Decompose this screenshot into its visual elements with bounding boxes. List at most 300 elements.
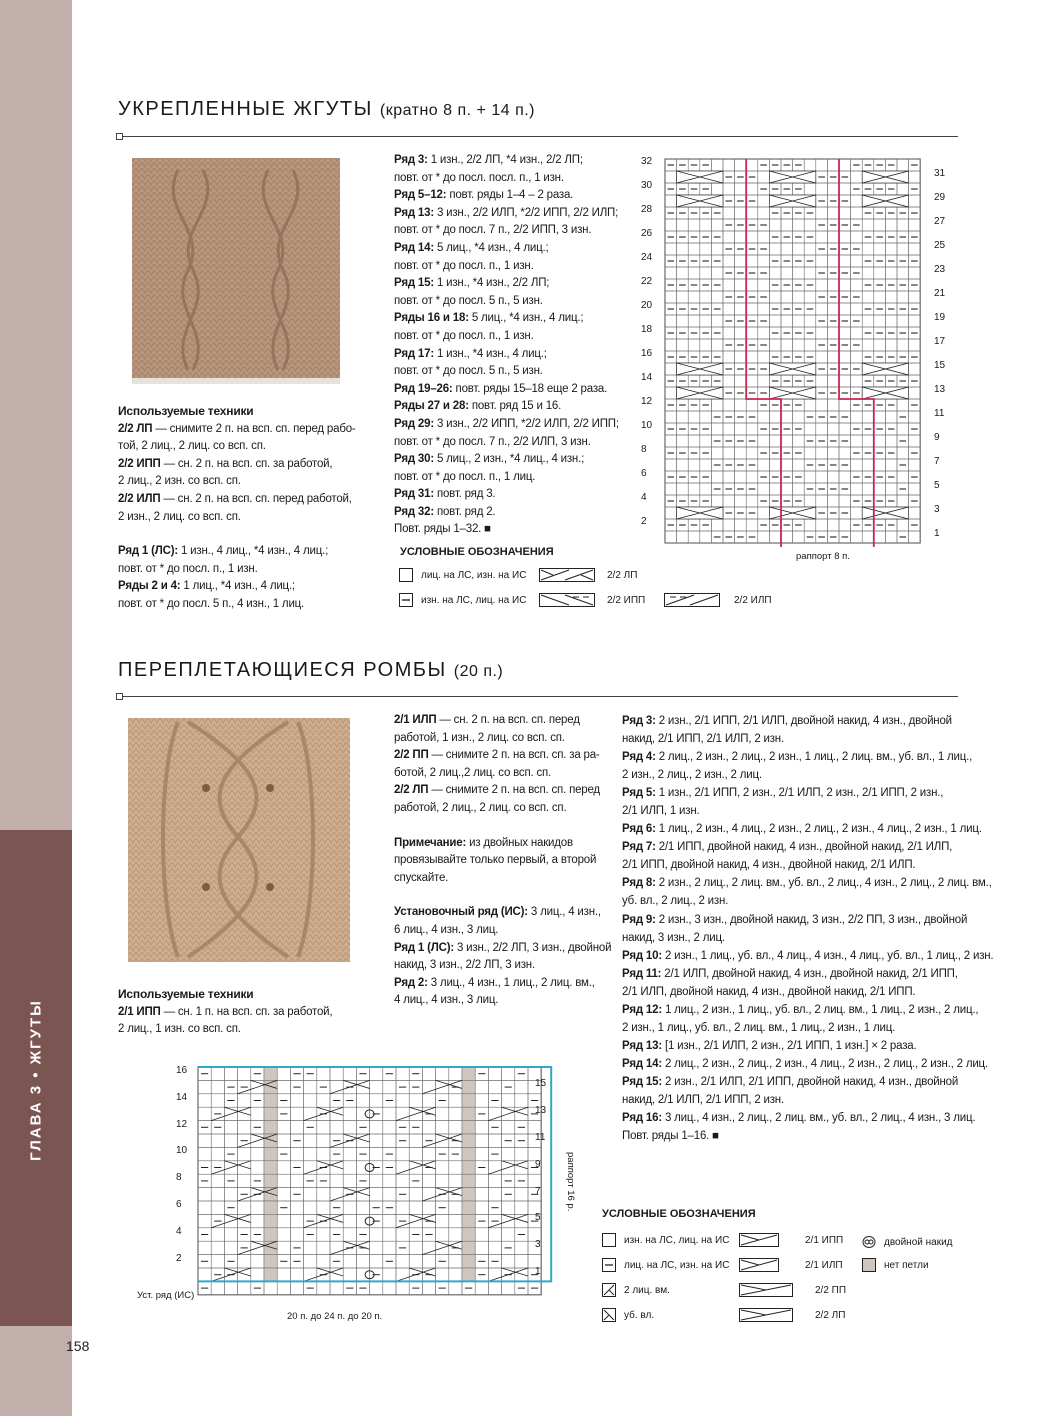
s1-technique-line [118,473,356,491]
chart1-row-number: 12 [641,396,653,407]
s2-note-desc: из двойных накидов [466,836,573,849]
s1-technique-line [118,421,356,439]
legend2-double-yo [862,1235,953,1249]
s1-row-desc: повт. ряд 2. [433,505,496,518]
s2-row-term: Ряд 13: [622,1039,662,1052]
s1-row-term: Ряд 13: [394,206,434,219]
chart2-cell [264,1174,277,1187]
s1-technique-line [118,491,356,509]
s1-technique-desc: 2 лиц., 2 изн. со всп. сп. [118,475,241,488]
chart2-repeat-label: раппорт 16 р. [565,1152,576,1212]
s2-technique-desc: работой, 1 изн., 2 лиц. со всп. сп. [394,731,565,744]
section1-title-text: УКРЕПЛЕННЫЕ ЖГУТЫ [118,98,373,120]
s2-row-desc: 3 лиц., 4 изн., 1 лиц., 2 лиц. вм., [427,976,595,989]
s2-row-term: Ряд 11: [622,967,662,980]
chart2-cell [462,1214,475,1227]
s1-row-desc: повт. от * до посл. 7 п., 2/2 ИЛП, 3 изн. [394,435,591,448]
legend2-21ilp [739,1258,843,1272]
s1-row-term: Ряд 32: [394,505,434,518]
chart1-row-number: 19 [934,312,946,323]
chart1-repeat-label: раппорт 8 п. [796,551,850,562]
s2-row-desc: 2/1 ИЛП, двойной накид, 4 изн., двойной накид, 2/1 ИПП. [622,985,916,998]
chart2-cell [264,1107,277,1120]
s2-technique-desc: — снимите 2 п. на всп. сп. за ра- [428,749,600,762]
s2-row-desc: 2 изн., 1 лиц., уб. вл., 4 лиц., 4 изн., 4 лиц., уб. вл., 1 лиц., 2 изн. [661,949,994,962]
s2-row-desc: 2 изн., 3 изн., двойной накид, 3 изн., 2/2 ПП, 3 изн., двойной [655,913,968,926]
chart2-cell [264,1268,277,1281]
legend2-no-stitch [862,1258,929,1272]
s2-row-term: Установочный ряд (ИС): [394,906,528,919]
s2-row-desc: накид, 3 изн., 2 лиц. [622,931,725,944]
s2-row-desc: 2 изн., 2 лиц., 2 изн., 2 лиц. [622,769,762,782]
s2-row-desc: 2 изн., 2 лиц., 2 лиц. вм., уб. вл., 2 лиц., 4 изн., 2 лиц., 2 лиц. вм., [655,877,992,890]
chapter-label: ГЛАВА 3 • ЖГУТЫ [27,999,45,1161]
legend2-ssk-label: уб. вл. [624,1309,655,1321]
s1-row-desc: 1 изн., 2/2 ЛП, *4 изн., 2/2 ЛП; [427,154,583,166]
s1-row-line [394,451,619,469]
legend1-22ipp-label: 2/2 ИПП [607,594,646,606]
s2-row-term: Ряд 9: [622,913,656,926]
s2-technique-term: 2/2 ПП [394,749,429,762]
s1-technique-desc: 2 изн., 2 лиц. со всп. сп. [118,510,241,523]
legend2-title: УСЛОВНЫЕ ОБОЗНАЧЕНИЯ [602,1208,756,1220]
s1-row-term: Ряд 31: [394,488,434,501]
knit-symbol-icon [399,568,413,582]
s1-row-desc: 5 лиц., *4 изн., 4 лиц.; [468,312,584,325]
s2-technique-desc: ботой, 2 лиц.,2 лиц. со всп. сп. [394,766,552,779]
s2-row-line [622,766,993,784]
page-number: 158 [66,1338,90,1354]
s2-row-line [622,1073,993,1091]
s2-row-term: Ряд 7: [622,841,656,854]
s2-row-desc: накид, 2/1 ИПП, 2/1 ИЛП, 2 изн. [622,733,784,746]
s2-row-desc: 1 лиц., 2 изн., 1 лиц., уб. вл., 2 лиц. вм., 1 лиц., 2 изн., 2 лиц., [661,1003,979,1016]
chart1-row-number: 27 [934,216,946,227]
chart1-row-number: 16 [641,348,653,359]
s1-row-desc: повт. от * до посл. п., 1 лиц. [394,470,536,483]
s2-row-desc: 2 лиц., 2 изн., 2 лиц., 2 изн., 1 лиц., 2 лиц. вм., уб. вл., 1 лиц., [655,751,973,764]
chart2-cell [462,1174,475,1187]
chart1-row-number: 29 [934,192,946,203]
s2-row-desc: 1 лиц., 2 изн., 4 лиц., 2 изн., 2 лиц., 2 изн., 4 лиц., 2 изн., 1 лиц. [655,823,982,836]
s2-note-line [394,852,611,870]
s1-row-line [394,521,619,539]
s1-technique-desc: той, 2 лиц., 2 лиц. со всп. сп. [118,440,266,453]
chart1-row-number: 1 [934,528,940,539]
legend2-22pp-label: 2/2 ПП [815,1284,847,1296]
chart1-row-number: 4 [641,492,647,503]
cable-22lp-icon [539,568,595,582]
s2-technique-desc: — сн. 1 п. на всп. сп. за работой, [160,1005,333,1018]
s2-row-line [622,1001,993,1019]
s2-row-line [622,929,993,947]
21ilp-symbol-icon [739,1258,779,1272]
s1-row-desc: 1 изн., 4 лиц., *4 изн., 4 лиц.; [177,545,329,558]
chart2-cell [462,1080,475,1093]
section1-techniques-heading: Используемые техники [118,404,254,418]
s2-row-desc: 4 лиц., 4 изн., 3 лиц. [394,994,499,1007]
s2-row-term: Ряд 10: [622,949,662,962]
section1-techniques [118,403,356,614]
legend2-k2tog [602,1283,670,1297]
chart1-row-number: 25 [934,240,946,251]
chart2-row-number: 6 [176,1199,182,1210]
s1-row-desc: повт. от * до посл. п., 1 изн. [118,562,258,575]
chart2-cell [264,1147,277,1160]
s1-row-line [394,398,619,416]
legend2-purl [602,1233,729,1247]
s1-row-line [394,310,619,328]
s1-technique-desc: — снимите 2 п. на всп. сп. перед рабо- [152,422,356,435]
chart2-cell [462,1134,475,1147]
s1-row-desc: 5 лиц., 2 изн., *4 лиц., 4 изн.; [433,453,585,466]
s1-row-term: Ряд 29: [394,417,434,430]
chart2-cell [264,1094,277,1107]
chart2-row-number: 15 [535,1078,547,1090]
legend2-double-yo-label: двойной накид [884,1236,953,1248]
s1-row-line [394,381,619,399]
s1-technique-term: 2/2 ИЛП [118,492,161,505]
s2-row-line [394,922,611,940]
21ipp-symbol-icon [739,1233,779,1247]
22lp-symbol-icon [739,1308,793,1322]
legend2-k2tog-label: 2 лиц. вм. [624,1284,670,1296]
s1-row-line [394,486,619,504]
chart2-row-number: 9 [535,1158,541,1170]
chart2-bottom-label: 20 п. до 24 п. до 20 п. [287,1311,383,1322]
chart1-row-number: 15 [934,360,946,371]
section2-rows [622,712,993,1145]
s2-row-line [622,874,993,892]
cable-22ilp-icon [664,593,720,607]
section2-rule [118,696,958,697]
s2-row-desc: 2 изн., 2/1 ИПП, 2/1 ИЛП, двойной накид, 4 изн., двойной [655,715,952,727]
s1-row-term: Ряд 19–26: [394,382,453,395]
s1-row-line [394,240,619,258]
s2-row-desc: 3 лиц., 4 изн., [527,906,601,919]
s2-row-line [622,947,993,965]
s1-row-term: Ряд 1 (ЛС): [118,545,178,558]
chart2-row-number: 4 [176,1225,182,1237]
legend1-title: УСЛОВНЫЕ ОБОЗНАЧЕНИЯ [400,546,554,558]
s2-row-line [622,712,993,730]
chart1-row-number: 6 [641,468,647,479]
s2-technique-line [394,800,611,818]
purl-symbol-icon [602,1233,616,1247]
chart1-row-number: 18 [641,324,653,335]
s2-row-desc: 2 изн., 1 лиц., уб. вл., 2 лиц. вм., 1 лиц., 2 изн., 1 лиц. [622,1021,896,1034]
s2-row-line [622,1127,993,1145]
section1-rule [118,136,958,137]
chart2-row-number: 8 [176,1172,182,1184]
s1-technique-line [118,456,356,474]
s1-row-line [118,561,356,579]
legend1-knit [399,568,526,582]
chart1-row-number: 3 [934,504,940,515]
s1-row-line [118,578,356,596]
s2-row-desc: 3 изн., 2/2 ЛП, 3 изн., двойной [453,941,612,954]
s2-technique-line [118,1021,332,1039]
chart2-cell [462,1107,475,1120]
legend2-22lp-label: 2/2 ЛП [815,1309,846,1321]
s2-row-term: Ряд 3: [622,715,656,727]
chart1-row-number: 20 [641,300,653,311]
s1-row-desc: повт. ряд 3. [433,488,496,501]
s2-note-line [394,870,611,888]
chart1-row-number: 30 [641,180,653,191]
chart2-cell [264,1067,277,1080]
purl-symbol-icon [399,593,413,607]
s1-row-line [394,152,619,170]
s1-row-term: Ряд 3: [394,154,428,166]
chart2-row-number: 16 [176,1065,188,1076]
swatch2-photo [118,712,368,974]
s2-technique-line [394,782,611,800]
s1-row-line [394,504,619,522]
s1-row-line [394,416,619,434]
chart2-row-number: 13 [535,1105,547,1117]
s2-row-term: Ряд 5: [622,787,656,800]
s2-row-desc: 1 изн., 2/1 ИПП, 2 изн., 2/1 ИЛП, 2 изн., 2/1 ИПП, 2 изн., [655,787,944,800]
chart1-row-number: 9 [934,432,940,443]
s1-row-term: Ряды 16 и 18: [394,312,469,325]
s2-row-line [622,892,993,910]
s2-note-term: Примечание: [394,836,467,849]
chart2-row-number: 1 [535,1266,541,1277]
knit-symbol-icon [602,1258,616,1272]
legend1-purl-label: изн. на ЛС, лиц. на ИС [421,594,527,606]
s2-row-line [394,992,611,1010]
s2-row-term: Ряд 2: [394,976,428,989]
s1-row-line [394,222,619,240]
chart2-cell [462,1228,475,1241]
chart2-row-number: 12 [176,1118,188,1130]
s2-technique-desc: — сн. 2 п. на всп. сп. перед [436,714,580,726]
s2-row-desc: 2/1 ИПП, двойной накид, 4 изн., двойной накид, 2/1 ИЛП, [655,841,953,854]
s2-row-line [622,911,993,929]
s1-row-desc: повт. ряды 15–18 еще 2 раза. [452,382,608,395]
s2-row-line [622,1037,993,1055]
s2-row-line [622,983,993,1001]
s1-row-desc: 3 изн., 2/2 ИЛП, *2/2 ИПП, 2/2 ИЛП; [433,206,619,219]
s2-row-line [622,802,993,820]
s1-row-desc: 5 лиц., *4 изн., 4 лиц.; [433,241,549,254]
legend1-purl [399,593,526,607]
s1-row-desc: повт. от * до посл. 7 п., 2/2 ИПП, 3 изн. [394,224,592,237]
swatch1-photo [118,150,368,400]
s2-technique-line [394,765,611,783]
s2-row-desc: 6 лиц., 4 изн., 3 лиц. [394,923,499,936]
chart1-row-number: 10 [641,420,653,431]
s2-row-desc: 2 изн., 2/1 ИЛП, 2/1 ИПП, двойной накид, 4 изн., двойной [661,1075,959,1088]
chart2-setup-label: Уст. ряд (ИС) [137,1290,195,1301]
chart2-row-number: 7 [535,1185,541,1197]
chart2-cell [462,1188,475,1201]
s1-row-desc: 1 изн., *4 изн., 4 лиц.; [433,347,547,360]
section2-subtitle: (20 п.) [453,663,504,680]
chart1-row-number: 28 [641,204,653,215]
s2-row-line [622,784,993,802]
s2-row-line [622,838,993,856]
s1-technique-desc: — сн. 2 п. на всп. сп. за работой, [160,457,333,470]
chart1-row-number: 2 [641,516,647,527]
s1-row-line [394,275,619,293]
s2-row-desc: 2/1 ИЛП, двойной накид, 4 изн., двойной накид, 2/1 ИПП, [661,967,958,980]
s1-row-desc: 1 изн., *4 изн., 2/2 ЛП; [433,277,550,290]
legend2-21ipp [739,1233,843,1247]
s2-row-desc: Повт. ряды 1–16. ■ [622,1130,719,1143]
s2-technique-desc: — снимите 2 п. на всп. сп. перед [428,784,600,797]
chart2-cell [462,1255,475,1268]
s2-row-line [394,940,611,958]
s2-row-term: Ряд 15: [622,1075,662,1088]
chart1-row-number: 22 [641,276,653,287]
s1-technique-line [118,438,356,456]
s2-technique-desc: работой, 2 лиц., 2 лиц. со всп. сп. [394,801,567,814]
s1-row-term: Ряд 17: [394,347,434,360]
no-stitch-symbol-icon [862,1258,876,1272]
s2-row-desc: 2 лиц., 2 изн., 2 лиц., 2 изн., 4 лиц., 2 изн., 2 лиц., 2 изн., 2 лиц. [661,1057,988,1070]
chart1-row-number: 23 [934,264,946,275]
section2-title [118,659,503,682]
chart2-cell [462,1094,475,1107]
section1-title [118,98,535,121]
cable-22ipp-icon [539,593,595,607]
s2-row-desc: [1 изн., 2/1 ИЛП, 2 изн., 2/1 ИПП, 1 изн.] × 2 раза. [661,1039,917,1052]
chart2-cell [462,1268,475,1281]
s2-row-desc: 2/1 ИЛП, 1 изн. [622,805,700,818]
s2-row-term: Ряд 16: [622,1112,662,1125]
s1-technique-line [118,509,356,527]
section2-title-text: ПЕРЕПЛЕТАЮЩИЕСЯ РОМБЫ [118,659,447,681]
chart2-grid [196,1063,572,1309]
chart1-row-number: 17 [934,336,946,347]
s1-row-term: Ряд 15: [394,277,434,290]
s2-row-term: Ряд 6: [622,823,656,836]
s1-row-line [118,596,356,614]
chart2-row-number: 11 [535,1132,546,1143]
chart2-row-number: 5 [535,1212,541,1224]
chart2-cell [462,1201,475,1214]
legend2-ssk [602,1308,654,1322]
chart2-row-number: 14 [176,1091,188,1103]
s2-row-desc: уб. вл., 2 лиц., 2 изн. [622,895,729,908]
s2-row-line [622,748,993,766]
legend2-22pp [739,1283,846,1297]
s2-row-line [394,975,611,993]
s2-row-term: Ряд 4: [622,751,656,764]
s2-note-line [394,835,611,853]
chart2-cell [462,1147,475,1160]
legend1-22ilp [664,593,772,607]
s2-technique-line [394,730,611,748]
s1-row-line [394,258,619,276]
double-yo-symbol-icon [862,1235,876,1249]
s1-row-line [118,543,356,561]
legend1-knit-label: лиц. на ЛС, изн. на ИС [421,569,527,581]
chart1-row-number: 5 [934,480,940,491]
s1-row-line [394,187,619,205]
chart2-cell [462,1067,475,1080]
chart2-cell [462,1161,475,1174]
s2-technique-line [118,1004,332,1022]
s2-row-term: Ряд 14: [622,1057,662,1070]
s2-row-line [622,730,993,748]
s2-row-line [622,856,993,874]
s2-technique-line [394,712,611,730]
s1-row-line [394,363,619,381]
s1-row-line [394,328,619,346]
chart1-row-number: 24 [641,252,653,263]
chart1-row-number: 14 [641,372,653,383]
s1-row-term: Ряд 5–12: [394,189,447,202]
s1-row-desc: повт. от * до посл. посл. п., 1 изн. [394,171,564,184]
chart2-cell [264,1201,277,1214]
s2-note-desc: спускайте. [394,871,449,884]
s2-row-desc: 3 лиц., 4 изн., 2 лиц., 2 лиц. вм., уб. вл., 2 лиц., 4 изн., 3 лиц. [661,1112,976,1125]
s1-row-desc: повт. от * до посл. 5 п., 5 изн. [394,294,543,307]
chart2-row-number: 3 [535,1239,541,1251]
chart1-row-number: 31 [934,168,946,179]
section1-subtitle: (кратно 8 п. + 14 п.) [379,102,536,119]
section2-techniques [118,986,332,1039]
chart2-cell [462,1121,475,1134]
legend1-22ilp-label: 2/2 ИЛП [734,594,772,606]
s2-row-line [622,965,993,983]
chart2-cell [264,1255,277,1268]
section1-rows [394,152,619,539]
s2-row-term: Ряд 8: [622,877,656,890]
chart1-row-number: 7 [934,456,940,467]
s1-row-desc: повт. от * до посл. п., 1 изн. [394,259,534,272]
s2-technique-term: 2/1 ИЛП [394,714,437,726]
section2-techniques-heading: Используемые техники [118,987,254,1001]
s2-row-line [622,1019,993,1037]
k2tog-symbol-icon [602,1283,616,1297]
s2-row-term: Ряд 1 (ЛС): [394,941,454,954]
chart1-row-number: 32 [641,156,653,167]
chart2-cell [264,1228,277,1241]
s2-row-desc: 2/1 ИПП, двойной накид, 4 изн., двойной накид, 2/1 ИЛП. [622,859,916,872]
chart1-row-number: 13 [934,384,946,395]
s1-technique-term: 2/2 ИПП [118,457,161,470]
s1-row-desc: повт. от * до посл. 5 п., 5 изн. [394,365,543,378]
chart2-row-number: 2 [176,1252,182,1264]
s1-technique-term: 2/2 ЛП [118,422,153,435]
chart1-row-number: 26 [641,228,653,239]
chart1-row-number: 11 [934,408,945,419]
s2-note-desc: провязывайте только первый, а второй [394,854,597,867]
legend2-no-stitch-label: нет петли [884,1259,929,1271]
legend1-22lp-label: 2/2 ЛП [607,569,638,581]
legend1-22ipp [539,593,645,607]
chart2-cell [264,1161,277,1174]
s1-row-desc: повт. ряд 15 и 16. [468,400,562,413]
s2-technique-line [394,747,611,765]
s2-row-desc: накид, 2/1 ИЛП, 2/1 ИПП, 2 изн. [622,1093,784,1106]
s2-technique-term: 2/1 ИПП [118,1005,161,1018]
s2-technique-desc: 2 лиц., 1 изн. со всп. сп. [118,1023,241,1036]
section2-middle [394,712,611,1010]
s1-technique-desc: — сн. 2 п. на всп. сп. перед работой, [160,492,352,505]
legend2-21ilp-label: 2/1 ИЛП [805,1259,843,1271]
legend2-21ipp-label: 2/1 ИПП [805,1234,844,1246]
s2-row-term: Ряд 12: [622,1003,662,1016]
s1-row-line [394,469,619,487]
legend2-purl-label: изн. на ЛС, лиц. на ИС [624,1234,730,1246]
s1-row-term: Ряды 2 и 4: [118,580,181,593]
legend2-knit-label: лиц. на ЛС, изн. на ИС [624,1259,730,1271]
